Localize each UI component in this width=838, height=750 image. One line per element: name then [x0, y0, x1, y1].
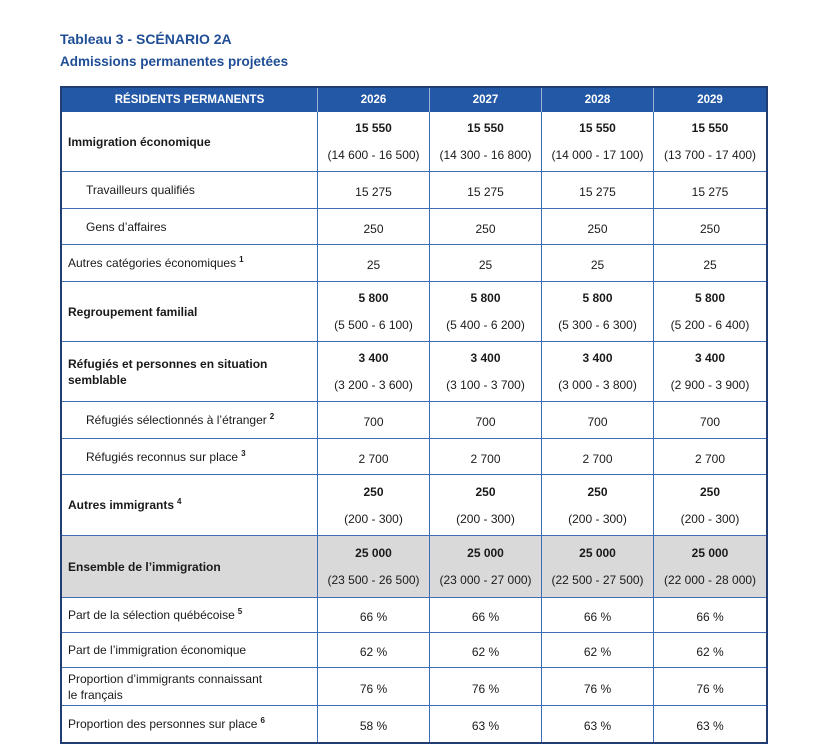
row-label-cell — [62, 172, 318, 208]
value-cell-2029 — [654, 706, 766, 742]
row-label-cell — [62, 402, 318, 438]
range-2026: (3 200 - 3 600) — [334, 378, 413, 392]
range-2028: (200 - 300) — [568, 511, 627, 526]
value-2027: 5 800 — [470, 291, 501, 305]
value-cell-2026 — [318, 112, 430, 171]
value-cell-2029 — [654, 536, 766, 597]
range-2029: (2 900 - 3 900) — [670, 378, 750, 392]
page-title: Tableau 3 - SCÉNARIO 2A — [60, 31, 232, 47]
row-label-cell — [62, 633, 318, 667]
range-2026: (23 500 - 26 500) — [327, 573, 420, 587]
value-2028: 700 — [587, 415, 608, 429]
value-cell-2028 — [542, 209, 654, 244]
row-part-immigration-economique — [62, 633, 766, 668]
range-2027: (14 300 - 16 800) — [439, 148, 532, 162]
value-2027: 15 275 — [467, 185, 504, 199]
row-refugies-situation-semblable — [62, 342, 766, 402]
value-cell-2027 — [430, 475, 542, 535]
row-autres-categories-economiques — [62, 245, 766, 282]
value-cell-2028 — [542, 172, 654, 208]
value-2026: 58 % — [359, 719, 388, 733]
range-2028: (22 500 - 27 500) — [551, 573, 644, 587]
row-proportion-connaissant-francais — [62, 668, 766, 706]
row-label: Regroupement familial — [68, 304, 198, 319]
value-cell-2027 — [430, 402, 542, 438]
value-2026: 25 — [366, 258, 381, 272]
row-label-cell — [62, 706, 318, 742]
value-cell-2027 — [430, 209, 542, 244]
value-cell-2026 — [318, 342, 430, 401]
value-cell-2028 — [542, 475, 654, 535]
row-label: Réfugiés et personnes en situation semblable — [68, 356, 268, 387]
row-label — [68, 716, 265, 732]
value-cell-2026 — [318, 172, 430, 208]
row-label-cell — [62, 282, 318, 341]
footnote-marker: 2 — [269, 412, 275, 421]
row-part-selection-quebecoise — [62, 598, 766, 633]
row-refugies-selectionnes-etranger — [62, 402, 766, 439]
value-cell-2028 — [542, 668, 654, 705]
value-cell-2026 — [318, 282, 430, 341]
row-label: Gens d’affaires — [86, 219, 167, 234]
value-cell-2026 — [318, 209, 430, 244]
footnote-marker: 1 — [239, 255, 244, 264]
value-2029: 250 — [699, 221, 721, 236]
value-cell-2026 — [318, 475, 430, 535]
value-cell-2026 — [318, 668, 430, 705]
row-label — [68, 607, 242, 623]
value-2028: 25 — [590, 258, 605, 272]
value-2029: 15 275 — [691, 185, 729, 199]
value-cell-2029 — [654, 633, 766, 667]
row-travailleurs-qualifies — [62, 172, 766, 209]
value-2028: 25 000 — [579, 546, 616, 560]
row-label-cell — [62, 668, 318, 705]
header-year-2026: 2026 — [318, 88, 430, 112]
value-2029: 76 % — [696, 681, 724, 696]
row-label — [68, 255, 244, 271]
value-cell-2027 — [430, 342, 542, 401]
row-label-cell — [62, 112, 318, 171]
value-cell-2029 — [654, 342, 766, 401]
value-cell-2028 — [542, 282, 654, 341]
table-header-row — [62, 88, 766, 112]
value-cell-2026 — [318, 245, 430, 281]
value-cell-2026 — [318, 633, 430, 667]
value-cell-2027 — [430, 282, 542, 341]
value-2029: 2 700 — [694, 451, 726, 466]
value-2027: 76 % — [471, 681, 500, 696]
value-cell-2029 — [654, 112, 766, 171]
row-ensemble-immigration — [62, 536, 766, 598]
row-label — [86, 449, 246, 465]
value-2028: 2 700 — [582, 451, 613, 466]
value-cell-2028 — [542, 706, 654, 742]
header-year-2028: 2028 — [542, 88, 654, 112]
row-label-cell — [62, 245, 318, 281]
value-2026: 250 — [363, 221, 384, 236]
row-label-cell — [62, 209, 318, 244]
range-2026: (5 500 - 6 100) — [334, 318, 413, 332]
range-2026: (200 - 300) — [344, 511, 403, 526]
footnote-marker: 5 — [237, 607, 243, 616]
row-proportion-personnes-sur-place — [62, 706, 766, 742]
value-cell-2028 — [542, 112, 654, 171]
row-label — [86, 412, 274, 428]
value-2027: 62 % — [471, 645, 500, 659]
value-cell-2027 — [430, 633, 542, 667]
value-2029: 25 — [703, 258, 717, 272]
range-2029: (5 200 - 6 400) — [670, 318, 750, 332]
page-subtitle: Admissions permanentes projetées — [60, 54, 289, 69]
value-cell-2028 — [542, 598, 654, 632]
value-cell-2026 — [318, 706, 430, 742]
value-cell-2029 — [654, 282, 766, 341]
value-2026: 700 — [363, 415, 384, 429]
value-2029: 15 550 — [691, 121, 729, 135]
range-2028: (3 000 - 3 800) — [558, 378, 637, 392]
value-cell-2026 — [318, 439, 430, 474]
value-2026: 76 % — [359, 681, 388, 696]
admissions-table — [60, 86, 768, 744]
footnote-marker: 6 — [260, 716, 265, 725]
value-cell-2028 — [542, 245, 654, 281]
value-2029: 25 000 — [691, 546, 729, 560]
value-2026: 2 700 — [358, 451, 389, 466]
row-label-text: Réfugiés reconnus sur place — [86, 449, 239, 464]
value-2029: 66 % — [696, 610, 724, 624]
footnote-marker: 3 — [241, 448, 246, 458]
row-label-text: Autres immigrants — [68, 498, 175, 512]
row-label: Proportion d’immigrants connaissant le français — [68, 671, 263, 702]
value-2027: 25 — [478, 258, 493, 272]
value-2027: 250 — [475, 484, 496, 499]
value-cell-2029 — [654, 172, 766, 208]
value-2028: 62 % — [583, 645, 612, 659]
header-year-2027: 2027 — [430, 88, 542, 112]
value-2027: 250 — [475, 221, 496, 236]
value-cell-2029 — [654, 598, 766, 632]
value-cell-2027 — [430, 439, 542, 474]
value-2026: 25 000 — [355, 546, 392, 560]
value-cell-2029 — [654, 475, 766, 535]
row-label: Travailleurs qualifiés — [86, 183, 195, 197]
value-2027: 63 % — [471, 719, 500, 733]
value-2029: 62 % — [696, 645, 724, 659]
value-cell-2026 — [318, 402, 430, 438]
value-cell-2028 — [542, 439, 654, 474]
value-2028: 15 550 — [579, 121, 616, 135]
value-cell-2028 — [542, 402, 654, 438]
value-2029: 5 800 — [694, 291, 726, 305]
footnote-marker: 4 — [177, 497, 182, 506]
value-2027: 3 400 — [470, 351, 501, 365]
header-year-2029: 2029 — [697, 94, 723, 106]
row-label-cell — [62, 342, 318, 401]
value-2028: 3 400 — [582, 351, 613, 365]
row-label-text: Part de la sélection québécoise — [68, 608, 235, 622]
value-2026: 15 550 — [355, 121, 392, 135]
range-2026: (14 600 - 16 500) — [327, 148, 420, 162]
value-cell-2029 — [654, 245, 766, 281]
range-2028: (5 300 - 6 300) — [558, 318, 637, 332]
value-cell-2029 — [654, 439, 766, 474]
value-2027: 700 — [475, 415, 496, 429]
header-label: RÉSIDENTS PERMANENTS — [62, 88, 318, 112]
value-2027: 66 % — [471, 610, 500, 624]
range-2027: (3 100 - 3 700) — [446, 378, 525, 392]
value-cell-2026 — [318, 536, 430, 597]
value-cell-2027 — [430, 706, 542, 742]
row-label-cell — [62, 536, 318, 597]
range-2029: (13 700 - 17 400) — [663, 148, 757, 162]
value-2028: 63 % — [583, 719, 612, 733]
row-label-cell — [62, 475, 318, 535]
value-2028: 250 — [587, 484, 608, 499]
row-label: Part de l’immigration économique — [68, 643, 247, 657]
row-gens-daffaires — [62, 209, 766, 245]
row-label: Ensemble de l’immigration — [68, 559, 221, 574]
value-2028: 250 — [587, 221, 608, 236]
value-cell-2027 — [430, 598, 542, 632]
value-2026: 62 % — [359, 645, 388, 659]
value-cell-2026 — [318, 598, 430, 632]
value-2026: 66 % — [359, 610, 388, 624]
value-cell-2027 — [430, 112, 542, 171]
range-2029: (22 000 - 28 000) — [663, 573, 757, 587]
range-2028: (14 000 - 17 100) — [551, 148, 644, 162]
value-2027: 25 000 — [467, 546, 504, 560]
row-label-cell — [62, 439, 318, 474]
row-regroupement-familial — [62, 282, 766, 342]
range-2027: (5 400 - 6 200) — [446, 318, 525, 332]
value-2028: 76 % — [583, 681, 612, 696]
value-cell-2028 — [542, 633, 654, 667]
value-cell-2027 — [430, 245, 542, 281]
value-2026: 3 400 — [358, 351, 389, 365]
value-2026: 5 800 — [358, 291, 389, 305]
value-cell-2028 — [542, 342, 654, 401]
value-2028: 66 % — [583, 610, 612, 624]
row-refugies-reconnus-sur-place — [62, 439, 766, 475]
value-2028: 5 800 — [582, 291, 613, 305]
value-2029: 63 % — [696, 719, 724, 733]
row-label-text: Réfugiés sélectionnés à l’étranger — [86, 413, 267, 427]
value-2026: 15 275 — [355, 185, 392, 199]
value-2026: 250 — [363, 484, 384, 499]
value-2029: 3 400 — [694, 351, 726, 365]
range-2027: (23 000 - 27 000) — [439, 573, 532, 587]
value-cell-2029 — [654, 402, 766, 438]
row-label-cell — [62, 598, 318, 632]
row-immigration-economique — [62, 112, 766, 172]
value-cell-2028 — [542, 536, 654, 597]
value-2027: 15 550 — [467, 121, 504, 135]
value-2028: 15 275 — [579, 185, 616, 199]
value-2027: 2 700 — [470, 451, 501, 466]
value-cell-2029 — [654, 668, 766, 705]
value-cell-2027 — [430, 172, 542, 208]
row-label: Immigration économique — [68, 134, 211, 149]
range-2029: (200 - 300) — [680, 511, 740, 526]
row-label-text: Proportion des personnes sur place — [68, 717, 258, 731]
value-2029: 250 — [699, 484, 721, 499]
value-cell-2029 — [654, 209, 766, 244]
row-label-text: Autres catégories économiques — [68, 256, 237, 270]
row-autres-immigrants — [62, 475, 766, 536]
row-label — [68, 497, 181, 513]
value-2029: 700 — [699, 415, 721, 429]
value-cell-2027 — [430, 668, 542, 705]
value-cell-2027 — [430, 536, 542, 597]
range-2027: (200 - 300) — [456, 511, 515, 526]
